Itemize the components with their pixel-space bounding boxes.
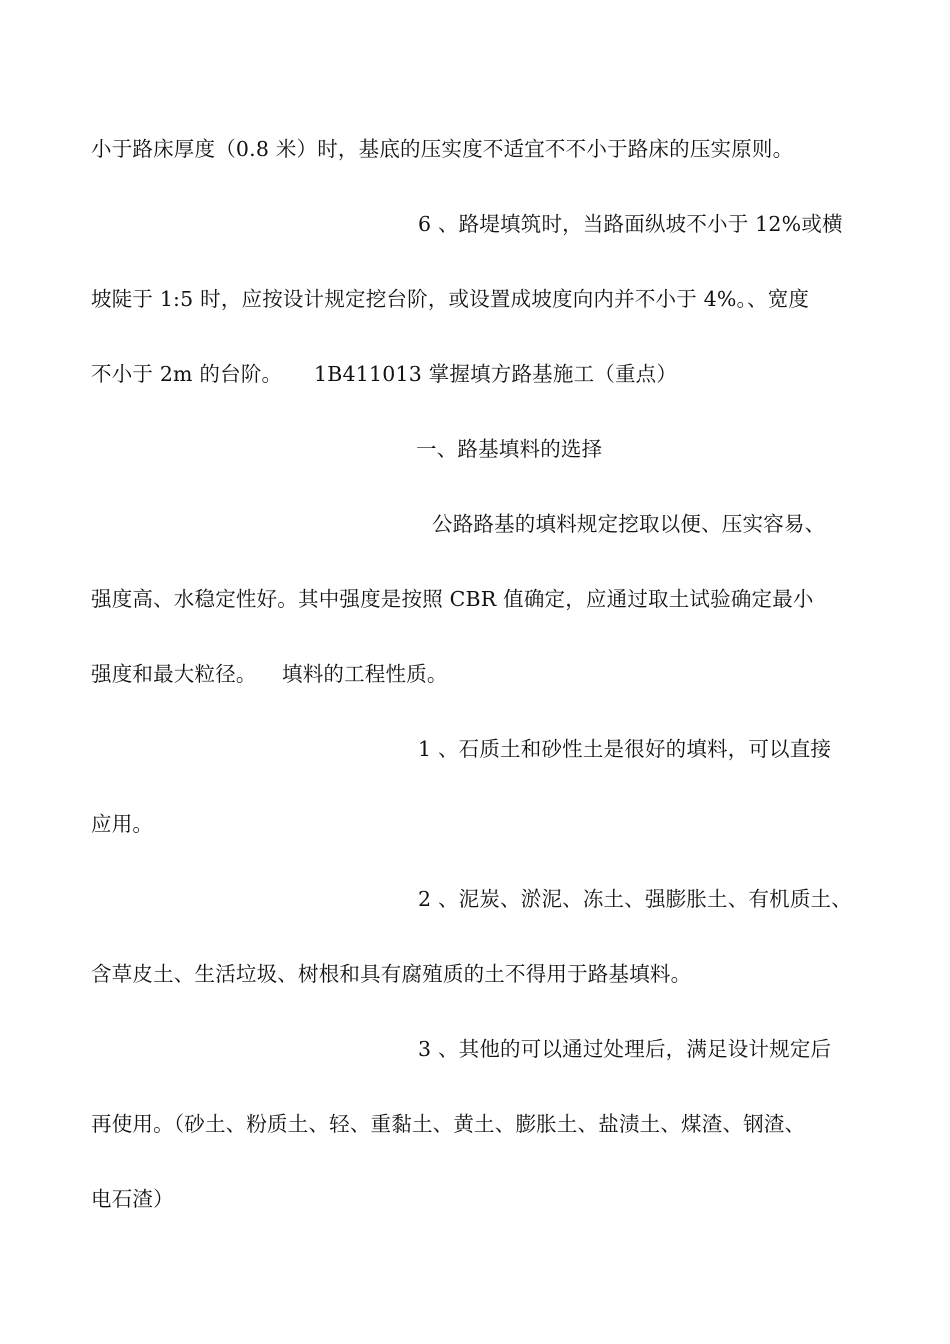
list-item-3: 3 、其他的可以通过处理后，满足设计规定后 (418, 1037, 832, 1061)
section-subheading: 一、路基填料的选择 (416, 437, 603, 461)
list-item-3-end: 电石渣） (91, 1187, 174, 1211)
list-item-2-continued: 含草皮土、生活垃圾、树根和具有腐殖质的土不得用于路基填料。 (91, 962, 692, 986)
paragraph-line-4: 不小于 2m 的台阶。 (91, 362, 283, 386)
paragraph-line-2: 6 、路堤填筑时，当路面纵坡不小于 12%或横 (418, 212, 843, 236)
list-item-1: 1 、石质土和砂性土是很好的填料，可以直接 (418, 737, 832, 761)
list-item-1-continued: 应用。 (91, 812, 154, 836)
paragraph-line-7: 公路路基的填料规定挖取以便、压实容易、 (432, 512, 826, 536)
list-item-3-continued: 再使用。（砂土、粉质土、轻、重黏土、黄土、膨胀土、盐渍土、煤渣、钢渣、 (91, 1112, 806, 1136)
paragraph-line-9: 强度和最大粒径。 (91, 662, 257, 686)
list-item-2: 2 、泥炭、淤泥、冻土、强膨胀土、有机质土、 (418, 887, 852, 911)
paragraph-line-10: 填料的工程性质。 (282, 662, 448, 686)
paragraph-line-3: 坡陡于 1:5 时，应按设计规定挖台阶，或设置成坡度向内并不小于 4%。、宽度 (91, 287, 810, 311)
paragraph-line-8: 强度高、水稳定性好。其中强度是按照 CBR 值确定，应通过取土试验确定最小 (91, 587, 814, 611)
paragraph-line-1: 小于路床厚度（0.8 米）时，基底的压实度不适宜不不小于路床的压实原则。 (91, 137, 794, 161)
section-heading-1b411013: 1B411013 掌握填方路基施工（重点） (314, 362, 678, 386)
